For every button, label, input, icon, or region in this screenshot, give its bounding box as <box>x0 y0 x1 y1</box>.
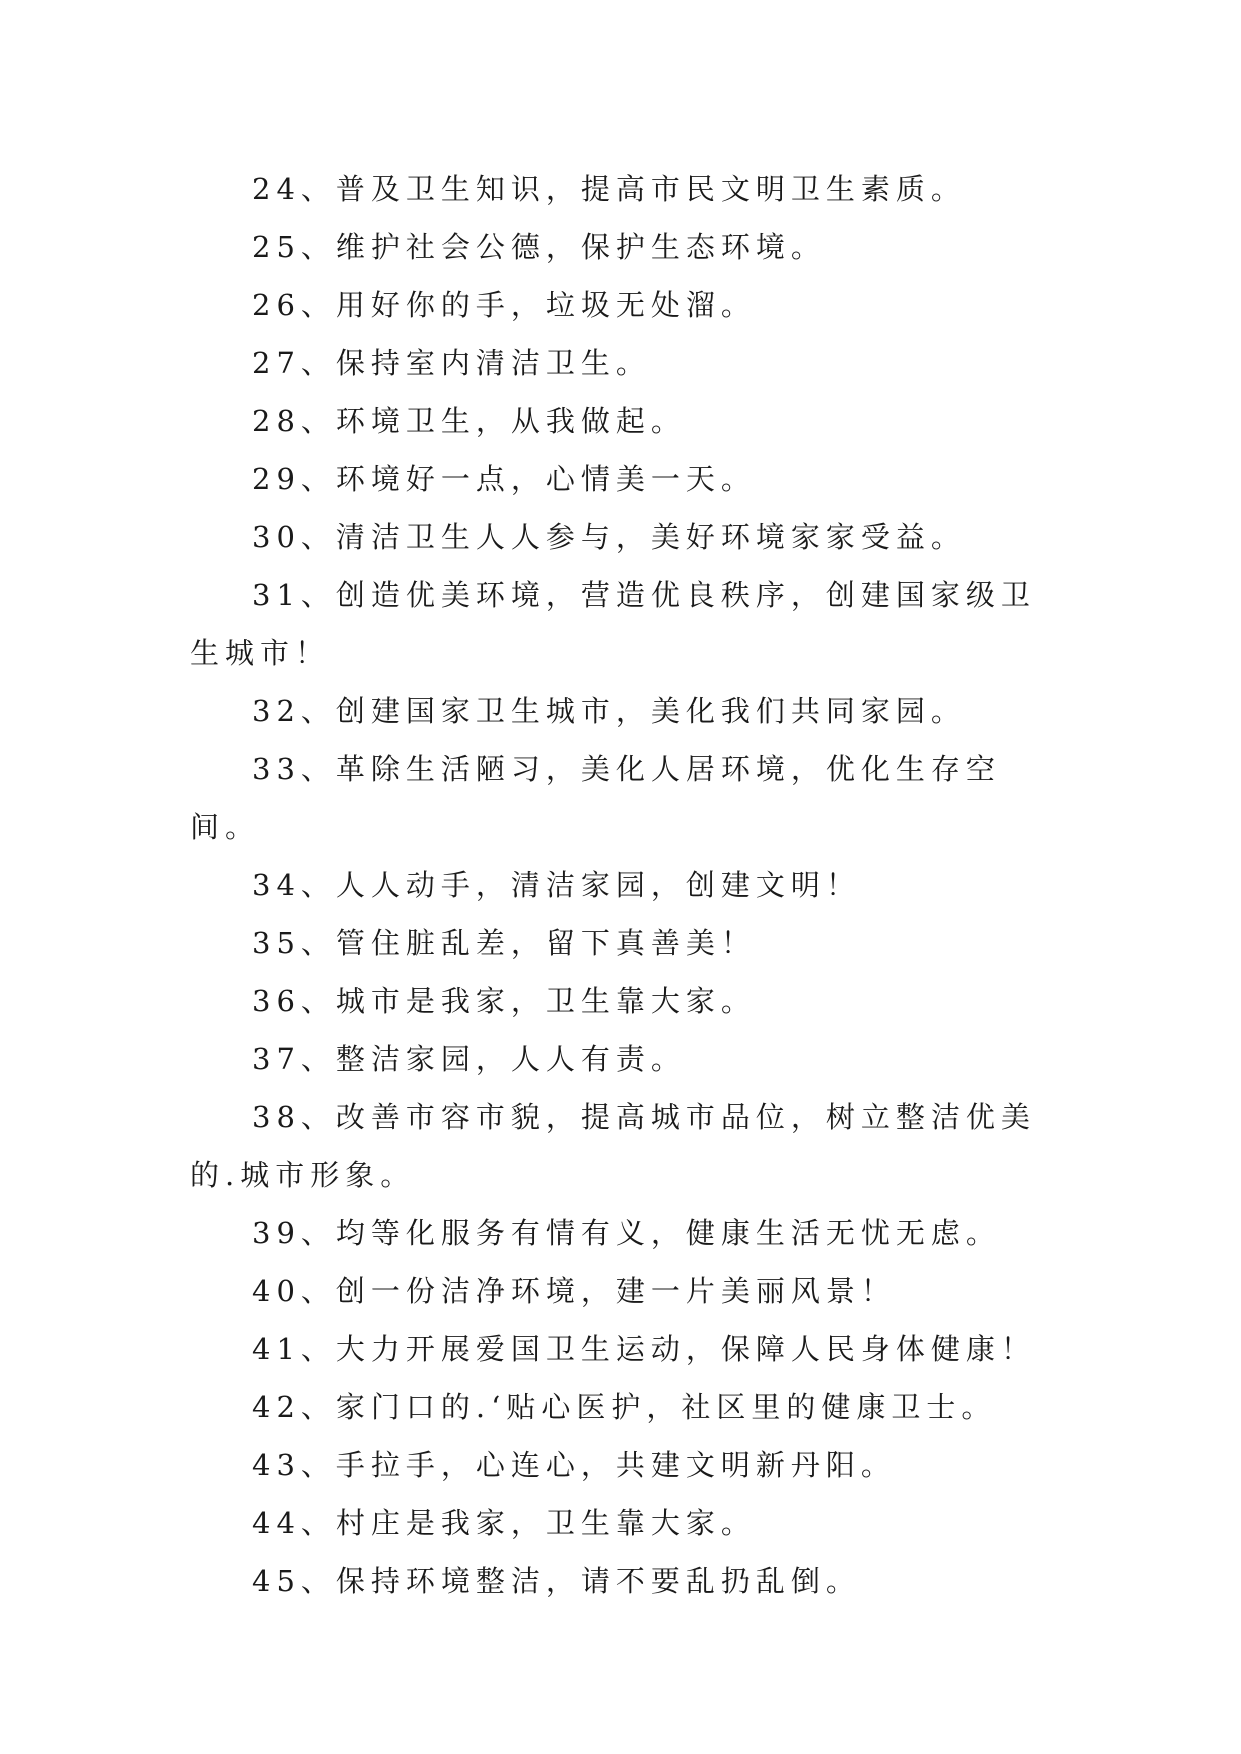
slogan-item-25: 25、维护社会公德，保护生态环境。 <box>252 230 826 264</box>
slogan-item-33: 33、革除生活陋习，美化人居环境，优化生存空间。 <box>190 752 1001 844</box>
slogan-item-26: 26、用好你的手，垃圾无处溜。 <box>252 288 756 322</box>
slogan-item-39: 39、均等化服务有情有义，健康生活无忧无虑。 <box>252 1216 1001 1250</box>
slogan-item-38: 38、改善市容市貌，提高城市品位，树立整洁优美的.城市形象。 <box>190 1100 1036 1192</box>
slogan-item-31: 31、创造优美环境，营造优良秩序，创建国家级卫生城市！ <box>190 578 1036 670</box>
slogan-item-35: 35、管住脏乱差，留下真善美！ <box>252 926 756 960</box>
slogan-item-41: 41、大力开展爱国卫生运动，保障人民身体健康！ <box>252 1332 1036 1366</box>
slogan-list <box>190 160 1050 1610</box>
slogan-item-36: 36、城市是我家，卫生靠大家。 <box>252 984 756 1018</box>
slogan-item-29: 29、环境好一点，心情美一天。 <box>252 462 756 496</box>
slogan-item-37: 37、整洁家园，人人有责。 <box>252 1042 686 1076</box>
slogan-item-32: 32、创建国家卫生城市，美化我们共同家园。 <box>252 694 966 728</box>
slogan-item-24: 24、普及卫生知识，提高市民文明卫生素质。 <box>252 172 966 206</box>
slogan-item-28: 28、环境卫生，从我做起。 <box>252 404 686 438</box>
slogan-item-30: 30、清洁卫生人人参与，美好环境家家受益。 <box>252 520 966 554</box>
slogan-item-45: 45、保持环境整洁，请不要乱扔乱倒。 <box>252 1564 861 1598</box>
slogan-item-34: 34、人人动手，清洁家园，创建文明！ <box>252 868 861 902</box>
slogan-item-40: 40、创一份洁净环境，建一片美丽风景！ <box>252 1274 896 1308</box>
slogan-item-44: 44、村庄是我家，卫生靠大家。 <box>252 1506 756 1540</box>
slogan-item-42: 42、家门口的.‘贴心医护，社区里的健康卫士。 <box>252 1390 997 1424</box>
slogan-item-43: 43、手拉手，心连心，共建文明新丹阳。 <box>252 1448 896 1482</box>
slogan-item-27: 27、保持室内清洁卫生。 <box>252 346 651 380</box>
